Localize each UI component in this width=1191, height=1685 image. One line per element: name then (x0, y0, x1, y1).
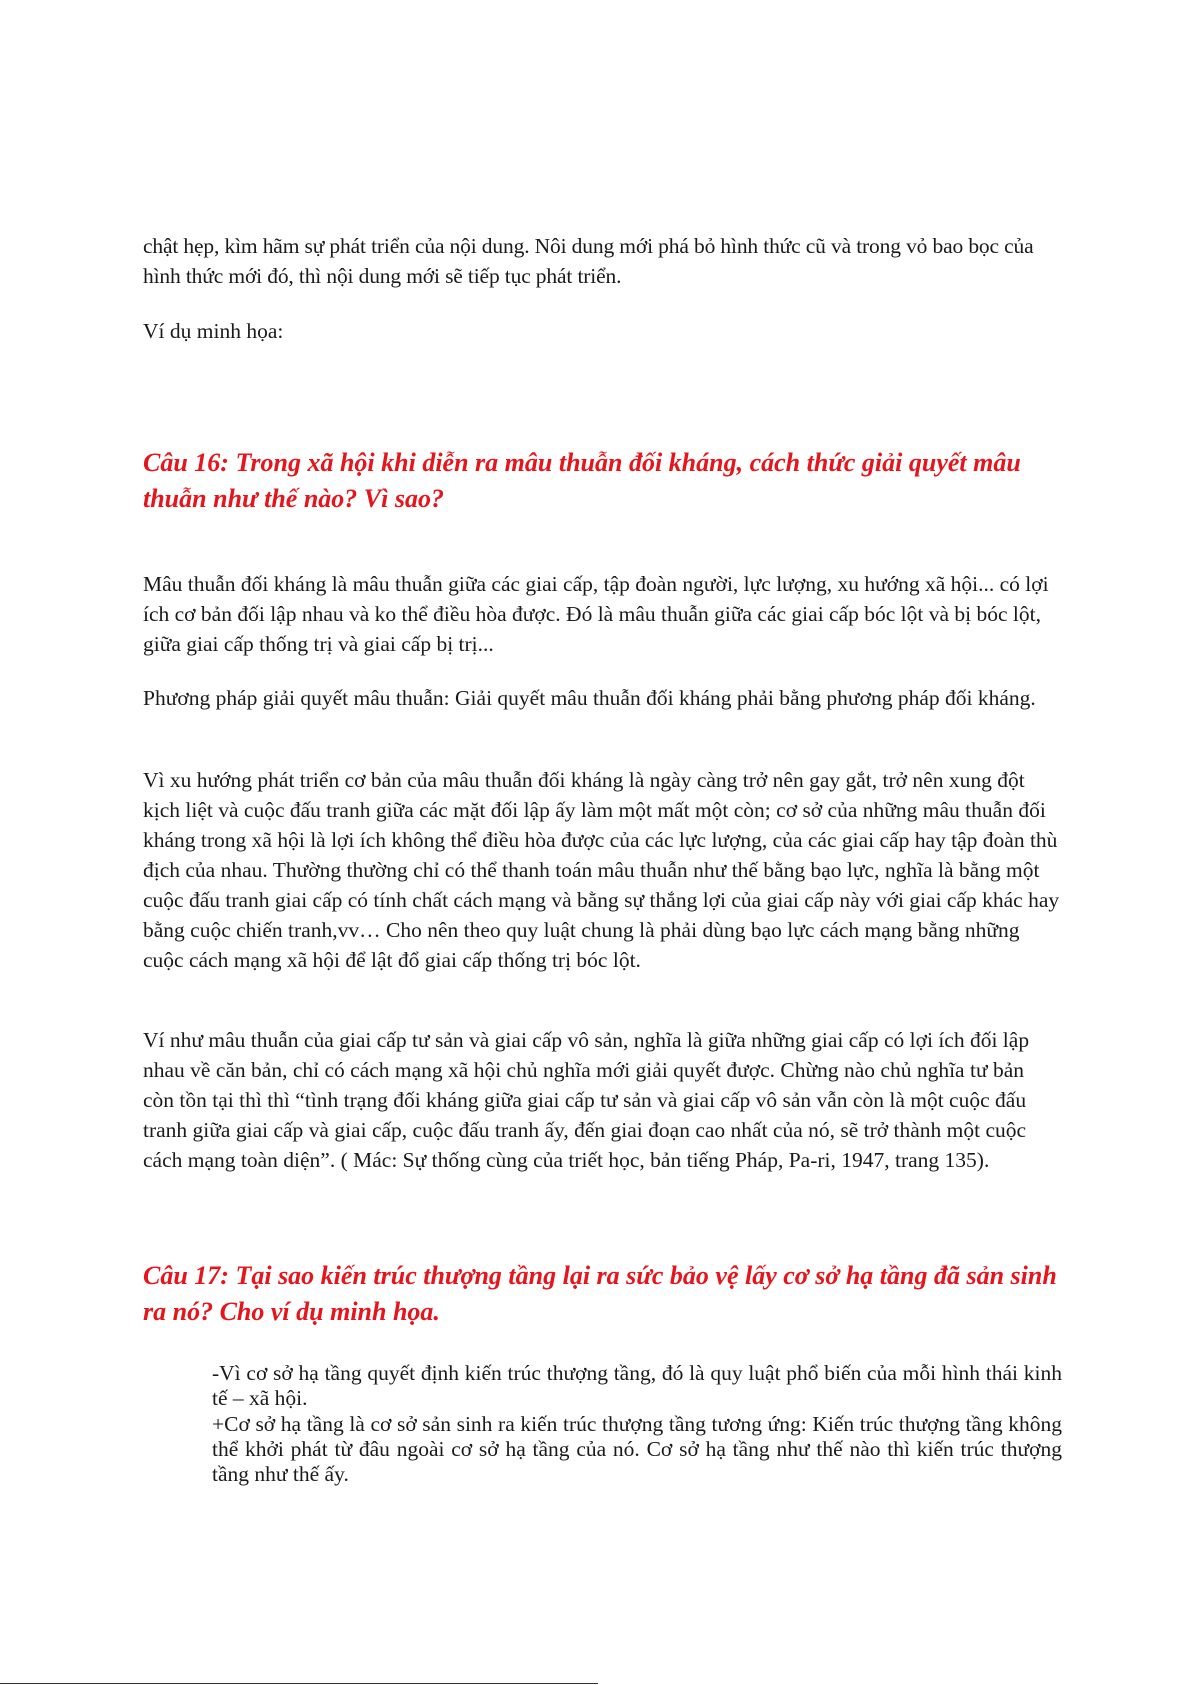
paragraph-reason: Vì xu hướng phát triển cơ bản của mâu thuẫn đối kháng là ngày càng trở nên gay gắt, trở nên xung đột kịch liệt và cuộc đấu tranh giữa các mặt đối lập ấy làm một mất một còn; cơ sở của những mâu thuẫn đối kháng trong xã hội là lợi ích không thể điều hòa được của các lực lượng, của các giai cấp hay tập đoàn thù địch của nhau. Thường thường chỉ có thể thanh toán mâu thuẫn như thế bằng bạo lực, nghĩa là bằng một cuộc đấu tranh giai cấp có tính chất cách mạng và bằng sự thắng lợi của giai cấp này với giai cấp khác hay bằng cuộc chiến tranh,vv… Cho nên theo quy luật chung là phải dùng bạo lực cách mạng bằng những cuộc cách mạng xã hội để lật đổ giai cấp thống trị bóc lột. (143, 768, 1060, 972)
list-item-base-generates: +Cơ sở hạ tầng là cơ sở sản sinh ra kiến trúc thượng tầng tương ứng: Kiến trúc thượng tầng không thể khởi phát từ đâu ngoài cơ sở hạ tầng của nó. Cơ sở hạ tầng như thế nào thì kiến trúc thượng tầng như thế ấy. (212, 1412, 1062, 1486)
paragraph-antagonistic-definition: Mâu thuẫn đối kháng là mâu thuẫn giữa các giai cấp, tập đoàn người, lực lượng, xu hướng xã hội... có lợi ích cơ bản đối lập nhau và ko thể điều hòa được. Đó là mâu thuẫn giữa các giai cấp bóc lột và bị bóc lột, giữa giai cấp thống trị và giai cấp bị trị... (143, 572, 1049, 656)
heading-question-17: Câu 17: Tại sao kiến trúc thượng tầng lại ra sức bảo vệ lấy cơ sở hạ tầng đã sản sinh ra nó? Cho ví dụ minh họa. (143, 1261, 1057, 1326)
paragraph-resolution-method: Phương pháp giải quyết mâu thuẫn: Giải quyết mâu thuẫn đối kháng phải bằng phương pháp đối kháng. (143, 686, 1036, 710)
list-item-base-determines: -Vì cơ sở hạ tầng quyết định kiến trúc thượng tầng, đó là quy luật phổ biến của mỗi hình thái kinh tế – xã hội. (212, 1361, 1062, 1410)
heading-question-16: Câu 16: Trong xã hội khi diễn ra mâu thuẫn đối kháng, cách thức giải quyết mâu thuẫn như thế nào? Vì sao? (143, 448, 1021, 513)
paragraph-example-classes: Ví như mâu thuẫn của giai cấp tư sản và giai cấp vô sản, nghĩa là giữa những giai cấp có lợi ích đối lập nhau về căn bản, chỉ có cách mạng xã hội chủ nghĩa mới giải quyết được. Chừng nào chủ nghĩa tư bản còn tồn tại thì thì “tình trạng đối kháng giữa giai cấp tư sản và giai cấp vô sản vẫn còn là một cuộc đấu tranh giữa giai cấp và giai cấp, cuộc đấu tranh ấy, đến giai đoạn cao nhất của nó, sẽ trở thành một cuộc cách mạng toàn diện”. ( Mác: Sự thống cùng của triết học, bản tiếng Pháp, Pa-ri, 1947, trang 135). (143, 1028, 1030, 1172)
footer-divider (0, 1683, 598, 1684)
paragraph-content-form: chật hẹp, kìm hãm sự phát triển của nội dung. Nôi dung mới phá bỏ hình thức cũ và trong vỏ bao bọc của hình thức mới đó, thì nội dung mới sẽ tiếp tục phát triển. (143, 234, 1034, 288)
paragraph-example-label: Ví dụ minh họa: (143, 319, 284, 343)
